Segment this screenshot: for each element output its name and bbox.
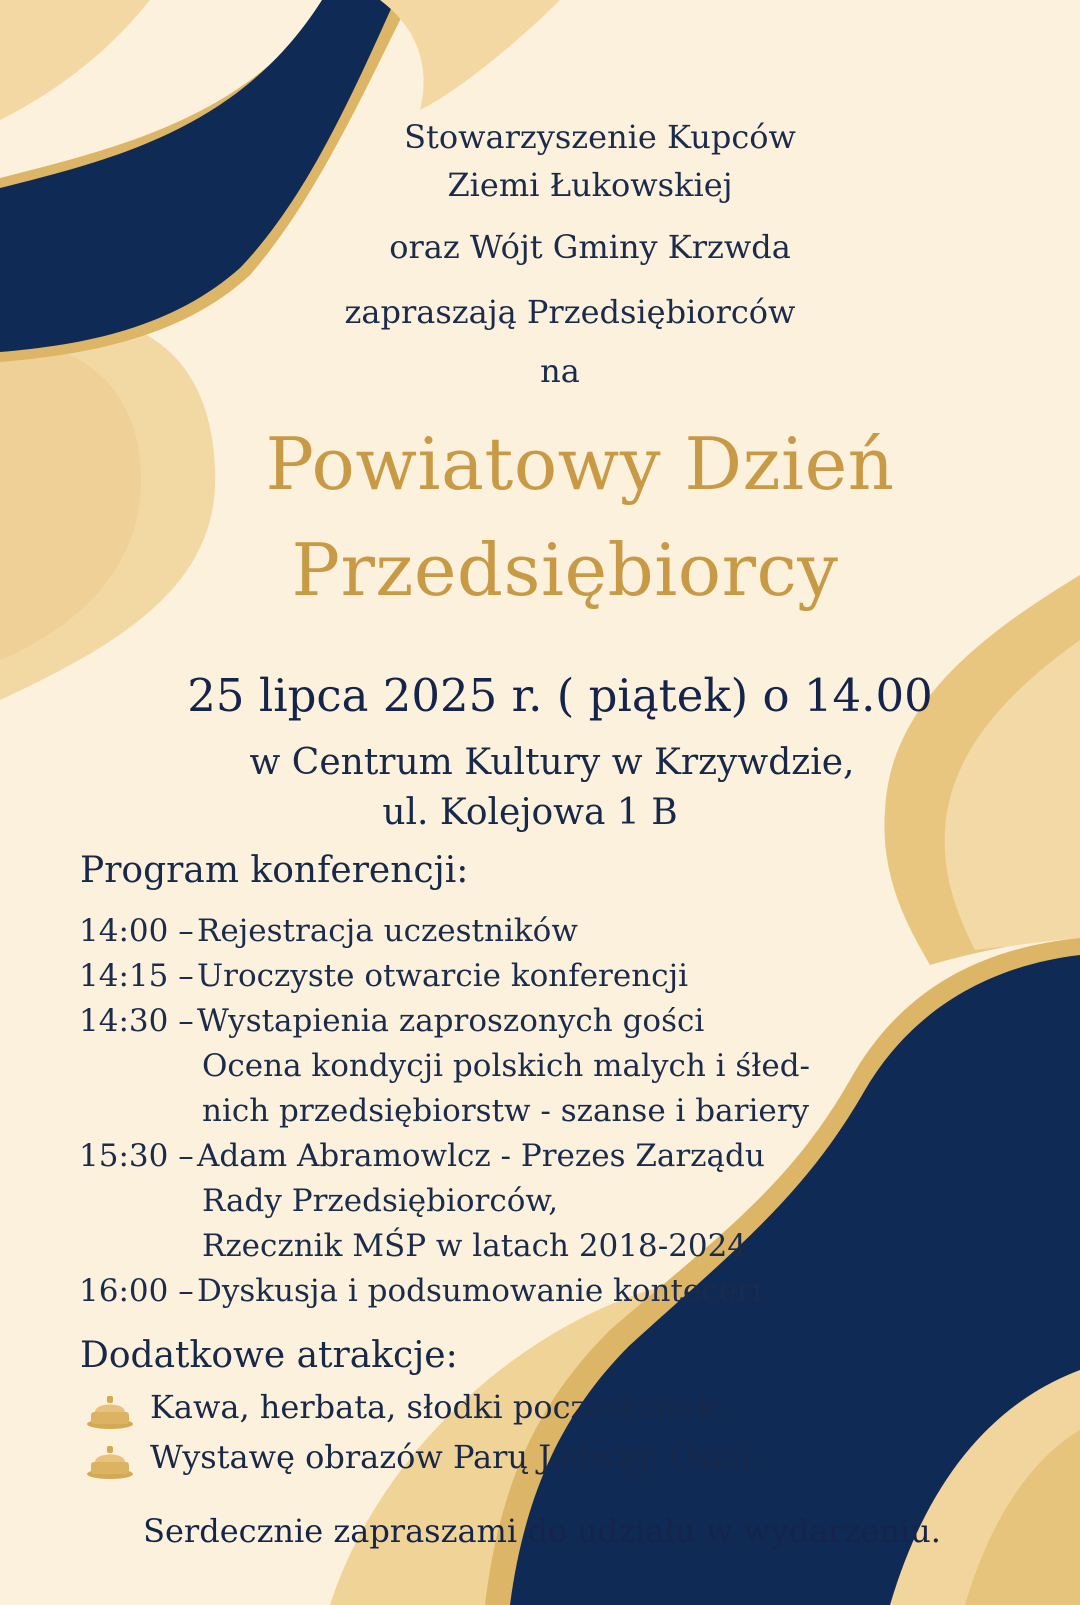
program-item [79,1001,704,1041]
program-item [79,911,578,951]
cake-icon [86,1390,134,1430]
invite-na: na [540,352,580,390]
program-item [79,1136,765,1176]
program-time: 16:00 – [79,1273,194,1309]
program-time: 14:30 – [79,1003,194,1039]
event-title-line-2: Przedsiębiorcy [291,528,839,612]
cake-icon [86,1440,134,1480]
event-venue-line-2: ul. Kolejowa 1 B [382,792,678,833]
attractions-heading: Dodatkowe atrakcje: [80,1335,458,1376]
program-item [79,1271,762,1311]
organizer-line-1: Stowarzyszenie Kupców [404,118,796,156]
invite-line: zapraszają Przedsiębiorców [344,293,796,331]
closing-invitation: Serdecznie zapraszami do udziału w wydarzeniu. [143,1512,941,1550]
program-description: Wystapienia zaproszonych gości [197,1003,705,1039]
event-title-line-1: Powiatowy Dzień [265,422,895,506]
organizer-line-3: oraz Wójt Gminy Krzwda [389,228,791,266]
program-description-continued: Rzecznik MŚP w latach 2018-2024 [202,1228,748,1264]
organizer-line-2: Ziemi Łukowskiej [447,166,733,204]
program-item [79,956,688,996]
attraction-item: Wystawę obrazów Parų Jadwigi Osial. [150,1438,762,1476]
event-date: 25 lipca 2025 r. ( piątek) o 14.00 [187,669,933,722]
program-description: Uroczyste otwarcie konferencji [197,958,689,994]
program-description-continued: nich przedsiębiorstw - szanse i bariery [202,1093,810,1129]
program-time: 15:30 – [79,1138,194,1174]
program-time: 14:15 – [79,958,194,994]
attraction-item: Kawa, herbata, słodki poczestunek. [150,1388,726,1426]
program-description-continued: Ocena kondycji polskich malych i śłed- [202,1048,811,1084]
program-description: Rejestracja uczestników [197,913,578,949]
program-description: Adam Abramowlcz - Prezes Zarządu [197,1138,765,1174]
program-time: 14:00 – [79,913,194,949]
event-venue-line-1: w Centrum Kultury w Krzywdzie, [249,742,855,783]
program-description: Dyskusja i podsumowanie kontecerı [197,1273,762,1309]
program-heading: Program konferencji: [80,850,469,891]
program-description-continued: Rady Przedsiębiorców, [202,1183,559,1219]
